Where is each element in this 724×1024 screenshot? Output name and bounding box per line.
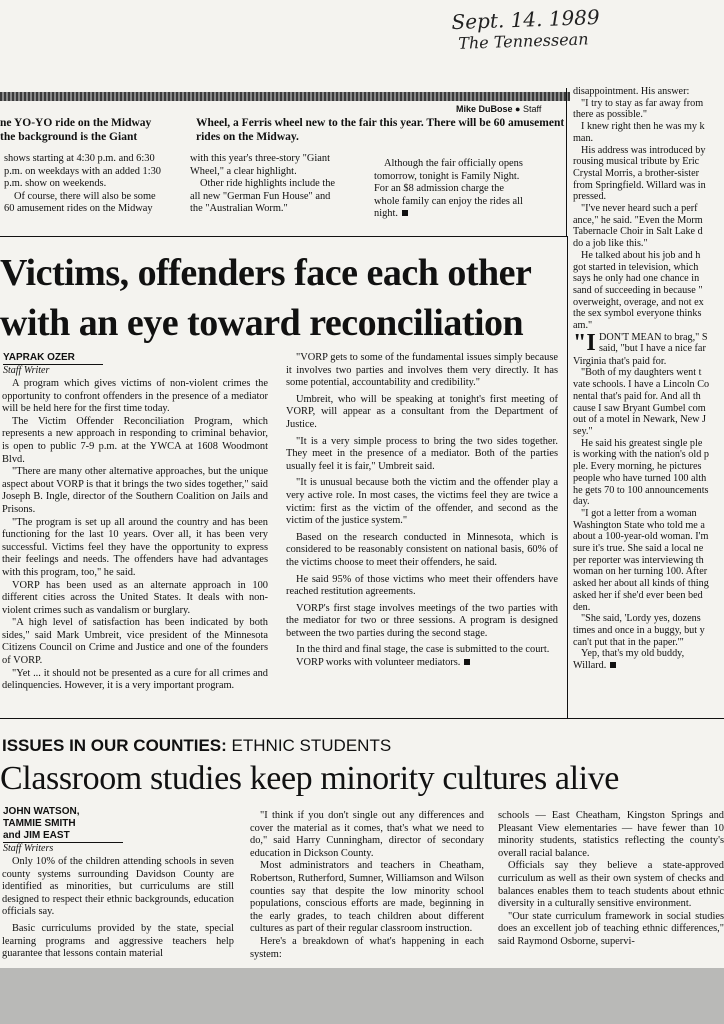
paragraph: A program which gives victims of non-violent crimes the opportunity to confront offenders in the presence of a mediator will be held here for the first time today. [2,378,268,415]
photo-credit-role: Staff [522,104,542,114]
text-line: Wheel," a clear highlight. [190,165,297,177]
text-line: from Springfield. Willard was in [573,179,706,191]
text-line: said, "but I have a nice far [599,343,706,355]
paragraph: "I think if you don't single out any differences and cover the material as it comes, that's what we need to do," said Harry Cunningham, director of secondary education in Dickson County. [250,810,484,859]
paragraph: schools — East Cheatham, Kingston Springs and Pleasant View elementaries — have fewer than 10 minority students, statistics reflecting the county's overall racial balance. [498,810,724,859]
vorp-headline-line-2: with an eye toward reconciliation [0,302,524,344]
annotation-date: Sept. 14. 1989 [451,4,601,35]
text-line: 60 amusement rides on the Midway [4,203,153,215]
paragraph: "Our state curriculum framework in social studies does an excellent job of teaching ethnic differences," said Raymond Osborne, supervi- [498,910,724,947]
paragraph: "VORP gets to some of the fundamental issues simply because it involves two parties and involves them very directly. It has some potential, accountability and credibility." [286,352,558,389]
paragraph: Umbreit, who will be speaking at tonight's first meeting of VORP, will appear as a consultant from the Department of Justice. [286,393,558,430]
classroom-col-1 [2,856,234,966]
text-end: Willard. [573,660,607,672]
text-line: pressed. [573,191,607,203]
text-line: day. [573,496,590,508]
text-line: He talked about his job and h [581,249,701,261]
end-mark-icon [610,662,616,668]
vorp-col-1 [2,378,268,693]
text-line: I knew right then he was my k [581,121,705,133]
text-line: out of a motel in Newark, New J [573,414,706,426]
byline-name: TAMMIE SMITH [3,818,76,829]
photo-credit-name: Mike DuBose [456,104,513,114]
text-line: about a 100-year-old woman. I'm [573,531,709,543]
text-line: den. [573,601,591,613]
text-line: "I've never heard such a perf [581,203,698,215]
text-line: DON'T MEAN to brag," S [599,331,708,343]
text-line: p.m. show on weekends. [4,178,107,190]
fair-col-1 [4,153,182,216]
text-line: Other ride highlights include the [200,178,336,190]
text-line: shows starting at 4:30 p.m. and 6:30 [4,153,155,164]
text-line [374,208,554,221]
text-line: whole family can enjoy the rides all [374,195,523,207]
text-line: sure it's true. She said a local ne [573,543,704,555]
text-line: woman on her turning 100. After [573,566,708,578]
paragraph: Most administrators and teachers in Cheatham, Robertson, Rutherford, Sumner, Williamson and Wilson counties say that despite the low minority school populations, conscious efforts are made, beginning in the early grades, to teach children about different cultures as part of their regular classroom instruction. [250,860,484,935]
paragraph: The Victim Offender Reconciliation Program, which represents a new approach in responding to criminal behavior, is open to public 7-9 p.m. at the YWCA at 1608 Woodmont Blvd. [2,415,268,465]
fair-col-2 [190,153,360,216]
text-line: nental that's paid for. And all th [573,390,701,402]
text-line: "Both of my daughters went t [581,367,702,379]
text-end: night. [374,208,398,220]
dropcap: "I [573,329,596,356]
sidebar-column [573,86,724,672]
text-line: His address was introduced by [581,144,706,156]
scan-margin-band [0,968,724,1024]
dropcap-block [573,329,724,356]
paragraph: "It is a very simple process to bring the two sides together. They meet in the presence of a mediator. Both of the parties usually feel it is fair," Umbreit said. [286,435,558,472]
text-line: Yep, that's my old buddy, [581,648,685,660]
paragraph: "The program is set up all around the country and has been functioning for the last 10 years. Over all, it has been very successful. Victims feel they have the opportunity to express their feelings and needs. The offenders have had advantages with this program, too," he said. [2,516,268,578]
paragraph: He said 95% of those victims who meet their offenders have reached restitution agreements. [286,573,558,598]
caption-line: the background is the Giant [0,131,138,143]
text-line: vate schools. I have a Lincoln Co [573,379,710,391]
text-line: sey." [573,425,593,437]
text-line: man. [573,132,594,144]
text-line: is working with the nation's old p [573,449,709,461]
paragraph: "It is unusual because both the victim and the offender play a very active role. In most cases, the victims feel they are twice a victim: first as the victim of the offender, and second as the victim of the justice system." [286,477,558,527]
paragraph: VORP has been used as an alternate approach in 100 different cities across the United States. It deals with non-violent crimes such as vandalism or burglary. [2,579,268,616]
text-line: disappointment. His answer: [573,86,690,97]
paragraph [286,657,558,670]
text-line: am." [573,320,593,332]
text-line: the sex symbol everyone thinks [573,308,702,320]
text-line: tomorrow, tonight is Family Night. [374,170,520,182]
paragraph: "Yet ... it should not be presented as a cure for all crimes and delinquencies. However, it is a very important program. [2,667,268,692]
byline-name: and JIM EAST [3,830,123,843]
section-label [2,736,391,756]
text-line: sand of succeeding in because " [573,284,703,296]
text-line: rousing musical tribute by Eric [573,156,700,168]
vorp-col-2 [286,352,558,670]
paragraph: Basic curriculums provided by the state, special learning programs and aggressive teachers help guarantee that lessons contain material [2,922,234,960]
fair-col-3 [374,158,554,221]
text-line: "She said, 'Lordy yes, dozens [581,613,701,625]
text-line: there as possible." [573,109,648,121]
text-line: per reporter was interviewing th [573,554,704,566]
text-line: ance," he said. "Even the Morm [573,214,703,226]
text-line: asked her if she'd ever been bed [573,589,703,601]
text-line: He said his greatest single ple [581,437,703,449]
classroom-byline-block [3,806,123,855]
paragraph: Based on the research conducted in Minnesota, which is considered to be reasonably consistent on national basis, 60% of the victims choose to meet their offenders, he said. [286,531,558,568]
text-line: Although the fair officially opens [384,158,523,169]
text-line: asked her about all kinds of thing [573,578,709,590]
byline-name: YAPRAK OZER [3,352,103,365]
text-line: Virginia that's paid for. [573,355,667,367]
credit-dot-icon: ● [515,104,521,114]
paragraph: VORP's first stage involves meetings of the two parties with the mediator for two or three sessions. A program is designed between the two parties during the second stage. [286,602,558,639]
text-line: p.m. on weekdays with an added 1:30 [4,165,161,177]
fair-caption-right: Wheel, a Ferris wheel new to the fair this year. There will be 60 amusement rides on the Midway. [196,117,565,143]
text-line: with this year's three-story "Giant [190,153,331,164]
text-line: Tabernacle Choir in Salt Lake d [573,226,703,238]
fair-box-rule-right [566,88,567,237]
text-line: Washington State who told me a [573,519,705,531]
text-line: got started in television, which [573,261,699,273]
text-line: "I try to stay as far away from [581,97,704,109]
classroom-col-3 [498,810,724,966]
paragraph: Only 10% of the children attending schools in seven county systems surrounding Davidson County are identified as minorities, but curriculums are still designed to respect their ethnic backgrounds, education officials say. [2,856,234,918]
annotation-source: The Tennessean [457,29,589,53]
photo-credit [456,104,541,114]
paragraph: Officials say they believe a state-approved curriculum as well as their own system of checks and balances enables them to teach students about ethnic diversity in a culturally sensitive environment. [498,860,724,910]
end-mark-icon [402,210,408,216]
classroom-headline: Classroom studies keep minority cultures alive [0,760,619,797]
handwritten-annotation [451,5,633,63]
paragraph: Here's a breakdown of what's happening in each system: [250,935,484,960]
vorp-headline-line-1: Victims, offenders face each other [0,252,532,294]
byline-role: Staff Writer [3,365,50,376]
classroom-col-2 [250,810,484,966]
sidebar-column-rule [567,236,568,718]
text-line: times and once in a buggy, but y [573,624,705,636]
section-label-issues: ISSUES IN OUR COUNTIES: [2,736,227,755]
section-divider [0,718,724,719]
text-line: cause I saw Bryant Gumbel com [573,402,706,414]
byline-name: JOHN WATSON, [3,806,80,817]
end-mark-icon [464,659,470,665]
text-line: says he only had one chance in [573,273,700,285]
vorp-byline-block [3,352,103,377]
text-line: people who have turned 100 alth [573,472,707,484]
text-line: do a job like this." [573,238,648,250]
byline-role: Staff Writers [3,843,54,854]
text-end: VORP works with volunteer mediators. [296,657,461,669]
paragraph: "There are many other alternative approaches, but the unique aspect about VORP is that it brings the two sides together," said Joseph B. Ingle, director of the Southern Coalition on Jails and Prisons. [2,466,268,515]
text-line: the "Australian Worm." [190,203,288,215]
text-line: can't put that in the paper.'" [573,636,684,648]
caption-line: ne YO-YO ride on the Midway [0,117,152,129]
text-line: "I got a letter from a woman [581,507,697,519]
text-line [573,660,724,672]
text-line: all new "German Fun House" and [190,190,331,202]
paragraph: "A high level of satisfaction has been indicated by both sides," said Mark Umbreit, vice president of the Minnesota Citizens Council on Crime and Justice and one of the founders of VORP. [2,617,268,667]
text-line: For an $8 admission charge the [374,183,504,195]
text-line: ple. Every morning, he pictures [573,461,702,473]
text-line: overweight, overage, and not ex [573,296,704,308]
paragraph: In the third and final stage, the case is submitted to the court. [296,644,550,656]
text-line: he gets 70 to 100 announcements [573,484,709,496]
section-label-topic: ETHNIC STUDENTS [231,736,392,755]
fair-caption-left [0,116,190,144]
text-line: Crystal Morris, a brother-sister [573,167,699,179]
fair-box-rule-bottom [0,236,566,237]
photo-strip [0,92,570,101]
text-line: Of course, there will also be some [14,190,156,202]
